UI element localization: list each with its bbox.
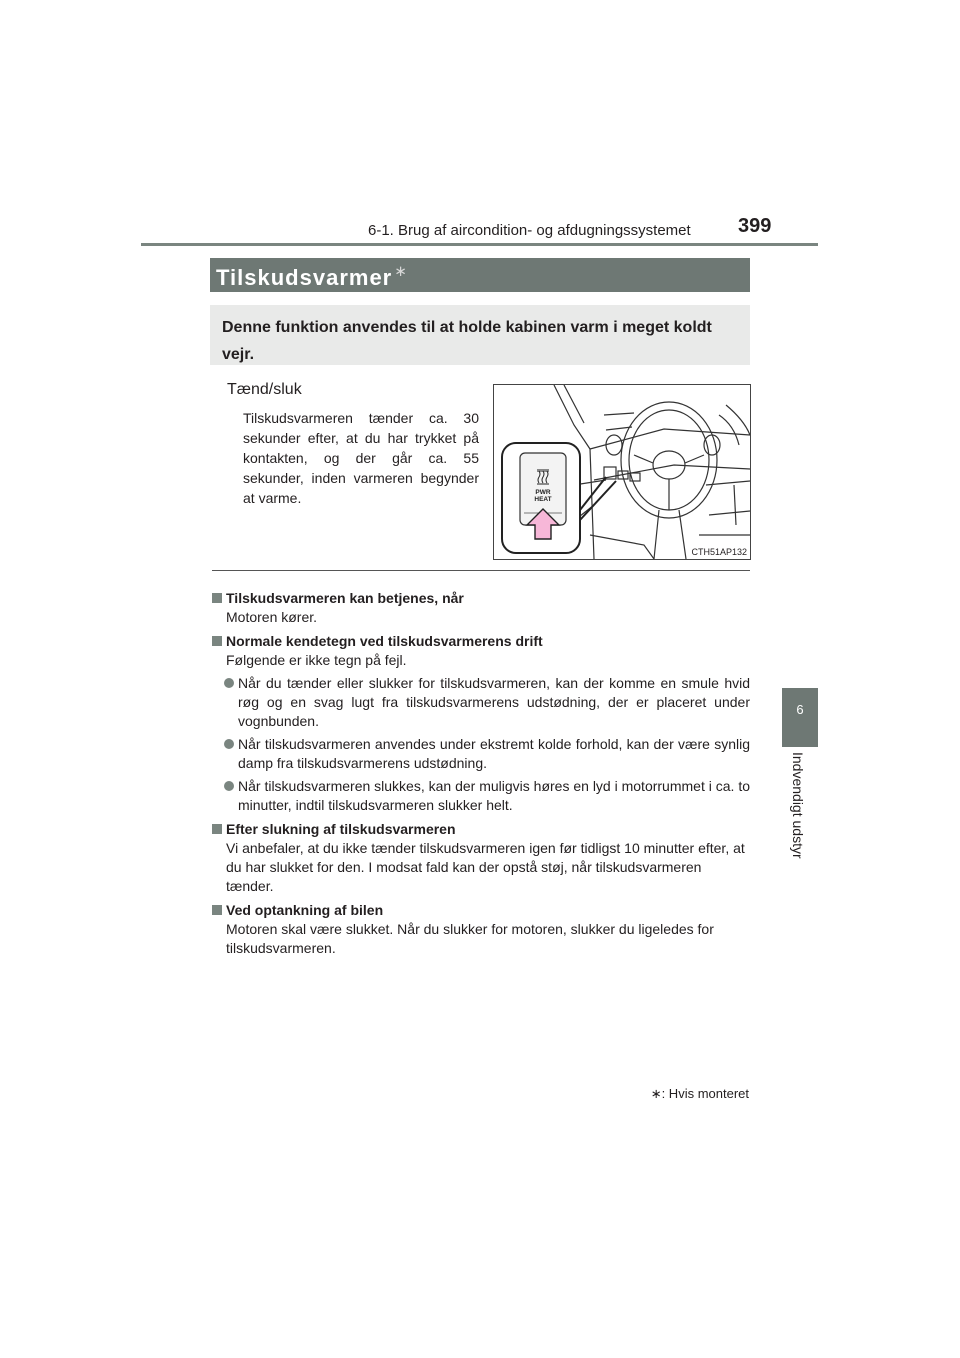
title-text: Tilskudsvarmer: [216, 265, 393, 290]
section-text: Vi anbefaler, at du ikke tænder tilskudsvarmeren igen før tidligst 10 minutter efter, at du har slukket for den. I modsat fald kan der opstå støj, når tilskudsvarmeren tænder.: [226, 840, 745, 894]
section-text: Følgende er ikke tegn på fejl.: [226, 652, 407, 668]
bullet-item: Når tilskudsvarmeren anvendes under ekstremt kolde forhold, kan der være synlig damp fra tilskudsvarmerens udstødning.: [212, 735, 750, 773]
section-heading: Efter slukning af tilskudsvarmeren: [212, 820, 750, 839]
header-divider: [141, 243, 818, 246]
bullet-item: Når du tænder eller slukker for tilskudsvarmeren, kan der komme en smule hvid røg og en svag lugt fra tilskudsvarmerens udstødning, der er placeret under vognbunden.: [212, 674, 750, 731]
title-bar: [210, 258, 750, 292]
section-heading: Ved optankning af bilen: [212, 901, 750, 920]
switch-label-pwr: PWR: [535, 489, 551, 496]
footnote: ∗: Hvis monteret: [650, 1086, 749, 1101]
windshield-edge: [564, 385, 584, 423]
on-off-label: Tænd/sluk: [227, 381, 302, 398]
switch-label-heat: HEAT: [534, 496, 552, 503]
bullet-item: Når tilskudsvarmeren slukkes, kan der muligvis høres en lyd i motorrummet i ca. to minutter, indtil tilskudsvarmeren slukker helt.: [212, 777, 750, 815]
dashboard-drawing: [494, 385, 750, 559]
illustration-code: CTH51AP132: [691, 547, 747, 557]
page-title: [216, 262, 408, 291]
dashboard-illustration: [493, 384, 751, 560]
section-header: 6-1. Brug af aircondition- og afdugningssystemet: [368, 222, 691, 239]
section-heading: Normale kendetegn ved tilskudsvarmerens drift: [212, 632, 750, 651]
chapter-tab: 6: [782, 688, 818, 747]
section-divider: [212, 570, 750, 571]
intro-text: Denne funktion anvendes til at holde kabinen varm i meget koldt vejr.: [222, 319, 712, 363]
info-sections: [212, 584, 750, 958]
page-number: 399: [738, 215, 772, 237]
section-text: Motoren kører.: [226, 609, 318, 625]
section-text: Motoren skal være slukket. Når du slukker for motoren, slukker du ligeledes for tilskudsvarmeren.: [226, 921, 714, 956]
intro-box: [210, 305, 750, 365]
on-off-description: Tilskudsvarmeren tænder ca. 30 sekunder efter, at du har trykket på kontakten, og der går ca. 55 sekunder, inden varmeren begynder at varme.: [243, 410, 479, 506]
title-marker: ∗: [394, 263, 408, 280]
section-heading: Tilskudsvarmeren kan betjenes, når: [212, 589, 750, 608]
chapter-title: Indvendigt udstyr: [790, 752, 806, 859]
